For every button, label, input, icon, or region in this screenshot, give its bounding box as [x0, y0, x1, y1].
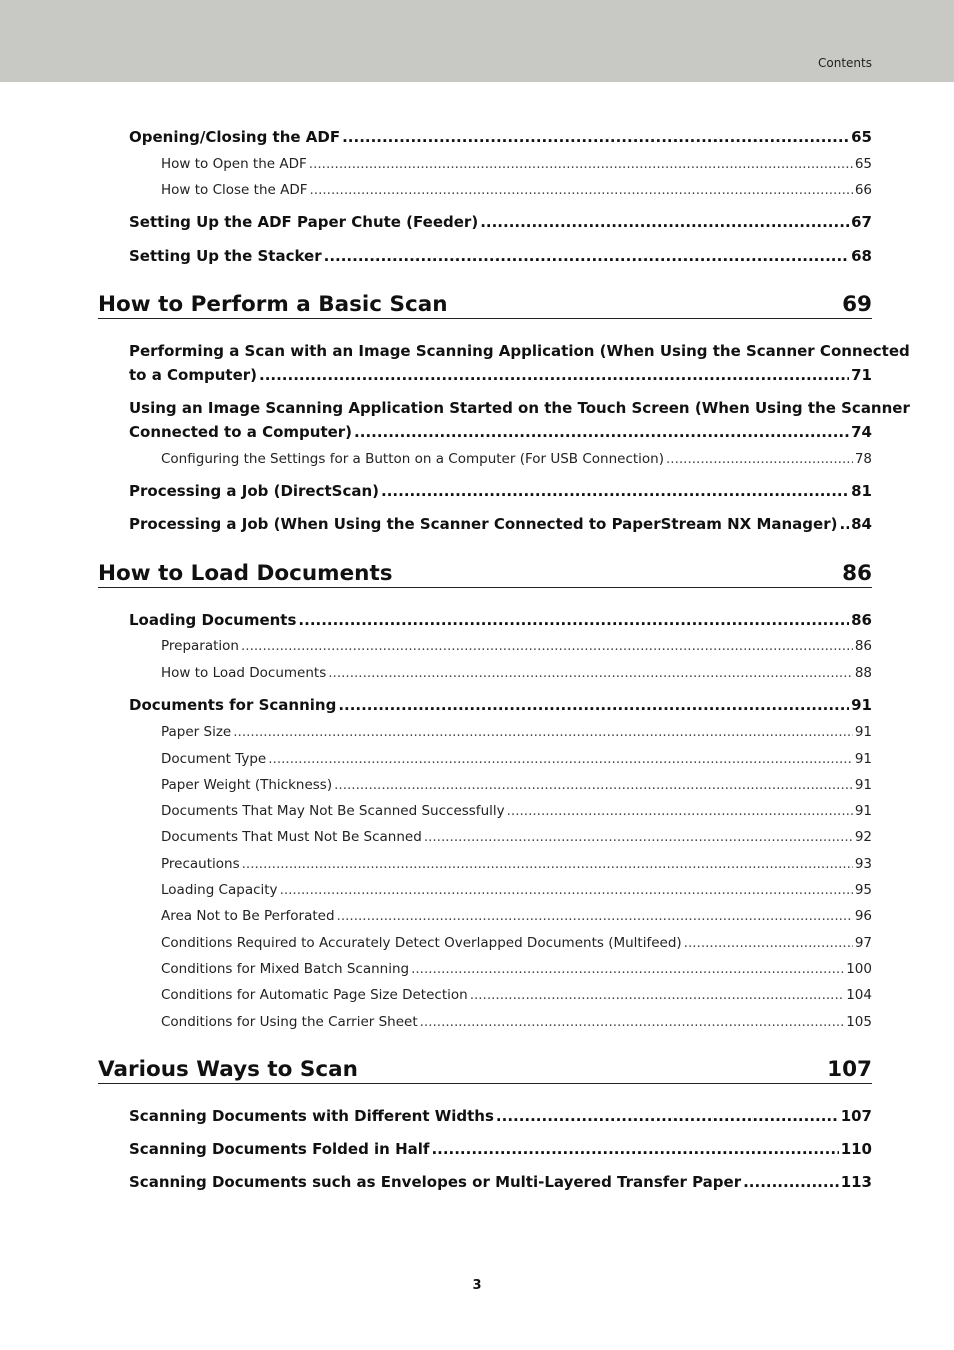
toc-entry-folded-in-half[interactable]: Scanning Documents Folded in Half ..... 110 — [129, 1140, 872, 1158]
toc-entry-loading-documents[interactable]: Loading Documents ..... 86 — [129, 611, 872, 629]
toc-entry-opening-closing-adf[interactable]: Opening/Closing the ADF ..... 65 — [129, 128, 872, 146]
toc-entry-preparation[interactable]: Preparation ..... 86 — [161, 638, 872, 654]
toc-entry-area-not-perforated[interactable]: Area Not to Be Perforated ..... 96 — [161, 908, 872, 924]
toc-entry-loading-capacity[interactable]: Loading Capacity ..... 95 — [161, 882, 872, 898]
chapter-heading-basic-scan[interactable]: How to Perform a Basic Scan 69 — [98, 285, 872, 319]
toc-entry-how-to-open-adf[interactable]: How to Open the ADF ..... 65 — [161, 156, 872, 172]
page-number: 3 — [472, 1278, 482, 1293]
toc-entry-documents-for-scanning[interactable]: Documents for Scanning ..... 91 — [129, 696, 872, 714]
toc-entry-carrier-sheet[interactable]: Conditions for Using the Carrier Sheet ..... 105 — [161, 1014, 872, 1030]
toc-entry-page-size-detection[interactable]: Conditions for Automatic Page Size Detection ..... 104 — [161, 987, 872, 1003]
header-bar — [0, 0, 954, 82]
toc-entry-scan-with-application-line1[interactable]: Performing a Scan with an Image Scanning Application (When Using the Scanner Connected — [129, 342, 910, 360]
toc-entry-how-to-close-adf[interactable]: How to Close the ADF ..... 66 — [161, 182, 872, 198]
toc-entry-document-type[interactable]: Document Type ..... 91 — [161, 751, 872, 767]
header-label: Contents — [818, 56, 872, 70]
toc-entry-must-not-be-scanned[interactable]: Documents That Must Not Be Scanned ..... 92 — [161, 829, 872, 845]
toc-entry-paper-weight[interactable]: Paper Weight (Thickness) ..... 91 — [161, 777, 872, 793]
toc-entry-precautions[interactable]: Precautions ..... 93 — [161, 856, 872, 872]
toc-entry-nx-manager[interactable]: Processing a Job (When Using the Scanner Connected to PaperStream NX Manager) ..... 84 — [129, 515, 872, 533]
toc-entry-stacker[interactable]: Setting Up the Stacker ..... 68 — [129, 247, 872, 265]
toc-entry-mixed-batch[interactable]: Conditions for Mixed Batch Scanning ..... 100 — [161, 961, 872, 977]
toc-entry-envelopes[interactable]: Scanning Documents such as Envelopes or Multi-Layered Transfer Paper ..... 113 — [129, 1173, 872, 1191]
toc-entry-touch-screen[interactable]: Connected to a Computer) ..... 74 — [129, 423, 872, 441]
toc-entry-button-settings[interactable]: Configuring the Settings for a Button on a Computer (For USB Connection) ..... 78 — [161, 451, 872, 467]
toc-entry-paper-size[interactable]: Paper Size ..... 91 — [161, 724, 872, 740]
toc-entry-adf-paper-chute[interactable]: Setting Up the ADF Paper Chute (Feeder) ..... 67 — [129, 213, 872, 231]
toc-entry-multifeed[interactable]: Conditions Required to Accurately Detect Overlapped Documents (Multifeed) ..... 97 — [161, 935, 872, 951]
toc-entry-touch-screen-line1[interactable]: Using an Image Scanning Application Started on the Touch Screen (When Using the Scanner — [129, 399, 910, 417]
chapter-heading-load-documents[interactable]: How to Load Documents 86 — [98, 554, 872, 588]
chapter-heading-various-ways[interactable]: Various Ways to Scan 107 — [98, 1050, 872, 1084]
toc-entry-scan-with-application[interactable]: to a Computer) ..... 71 — [129, 366, 872, 384]
toc-entry-how-to-load[interactable]: How to Load Documents ..... 88 — [161, 665, 872, 681]
toc-entry-different-widths[interactable]: Scanning Documents with Different Widths ..... 107 — [129, 1107, 872, 1125]
toc-entry-directscan[interactable]: Processing a Job (DirectScan) ..... 81 — [129, 482, 872, 500]
toc-entry-may-not-be-scanned[interactable]: Documents That May Not Be Scanned Successfully ..... 91 — [161, 803, 872, 819]
